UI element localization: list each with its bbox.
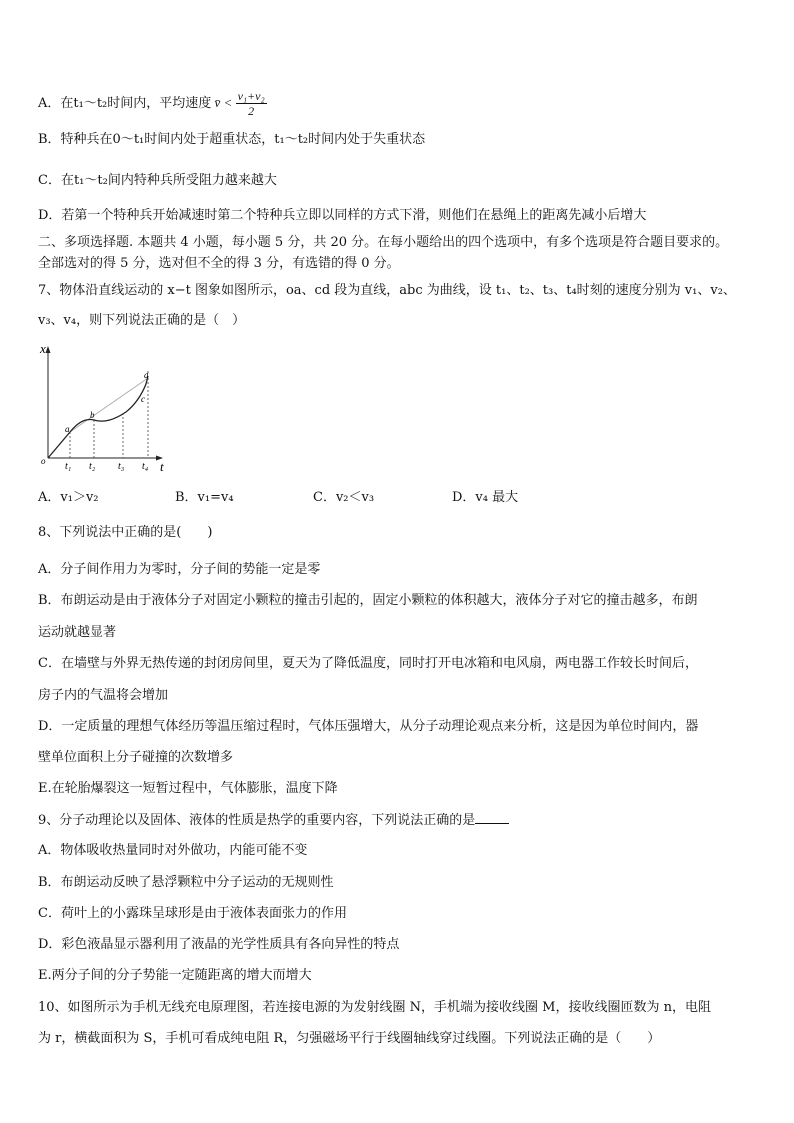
section2-heading: 二、多项选择题. 本题共 4 小题，每小题 5 分，共 20 分。在每小题给出的四个选项中，有多个选项是符合题目要求的。: [38, 235, 729, 250]
q8-option-b-line1: B．布朗运动是由于液体分子对固定小颗粒的撞击引起的，固定小颗粒的体积越大，液体分子对它的撞击越多，布朗: [38, 593, 698, 608]
q7-option-d: D．v₄ 最大: [452, 490, 519, 505]
q6-option-c: C．在t₁～t₂间内特种兵所受阻力越来越大: [38, 173, 277, 188]
q8-option-a: A．分子间作用力为零时，分子间的势能一定是零: [38, 562, 321, 577]
q7-option-c: C．v₂＜v₃: [313, 490, 375, 505]
q8-option-c-line2: 房子内的气温将会增加: [38, 688, 169, 703]
origin-label: o: [41, 456, 46, 466]
q8-option-e: E.在轮胎爆裂这一短暂过程中，气体膨胀，温度下降: [38, 781, 338, 796]
q7-option-b: B．v₁=v₄: [175, 490, 234, 505]
q10-stem-line1: 10、如图所示为手机无线充电原理图，若连接电源的为发射线圈 N，手机端为接收线圈 M，接收线圈匝数为 n，电阻: [38, 1000, 711, 1015]
q9-option-e: E.两分子间的分子势能一定随距离的增大而增大: [38, 968, 312, 983]
tick-label-t4: t₄: [142, 461, 149, 472]
q6-option-a-fraction: [236, 89, 267, 118]
chord-line: [70, 378, 148, 432]
y-axis-label: x: [40, 341, 46, 356]
fraction-numerator: v₁+v₂: [237, 89, 265, 103]
q6-option-a: [38, 89, 267, 118]
q6-option-d: D．若第一个特种兵开始减速时第二个特种兵立即以同样的方式下滑，则他们在悬绳上的距离先减小后增大: [38, 208, 647, 223]
y-axis-arrow-icon: [46, 346, 51, 353]
point-label-a: a: [65, 424, 70, 434]
point-label-d: d: [144, 370, 149, 380]
q7-stem-line2: v₃、v₄，则下列说法正确的是（ ）: [38, 313, 246, 328]
q7-stem-line1: 7、物体沿直线运动的 x−t 图象如图所示，oa、cd 段为直线，abc 为曲线，设 t₁、t₂、t₃、t₄时刻的速度分别为 v₁、v₂、: [38, 283, 736, 298]
section2-scoring: 全部选对的得 5 分，选对但不全的得 3 分，有选错的得 0 分。: [38, 256, 400, 271]
point-label-b: b: [90, 410, 95, 420]
q8-option-b-line2: 运动就越显著: [38, 625, 117, 640]
q9-stem-text: 9、分子动理论以及固体、液体的性质是热学的重要内容，下列说法正确的是: [38, 813, 476, 828]
fraction-denominator: 2: [248, 104, 255, 118]
v-bar-symbol: v̄ <: [211, 95, 236, 110]
q9-option-a: A．物体吸收热量同时对外做功，内能可能不变: [38, 843, 308, 858]
x-axis-label: t: [160, 459, 164, 474]
q9-option-d: D．彩色液晶显示器利用了液晶的光学性质具有各向异性的特点: [38, 937, 400, 952]
q6-option-b: B．特种兵在0～t₁时间内处于超重状态，t₁～t₂时间内处于失重状态: [38, 132, 426, 147]
q7-option-a: A．v₁＞v₂: [38, 490, 99, 505]
q7-xt-graph: [34, 340, 174, 475]
q8-option-d-line1: D．一定质量的理想气体经历等温压缩过程时，气体压强增大，从分子动理论观点来分析，这是因为单位时间内，器: [38, 719, 699, 734]
q6-option-a-text: A．在t₁～t₂时间内，平均速度: [38, 96, 212, 111]
q8-option-d-line2: 壁单位面积上分子碰撞的次数增多: [38, 750, 234, 765]
q10-stem-line2: 为 r，横截面积为 S，手机可看成纯电阻 R，匀强磁场平行于线圈轴线穿过线圈。下列说法正确的是（ ）: [38, 1031, 661, 1046]
q8-option-c-line1: C．在墙壁与外界无热传递的封闭房间里，夏天为了降低温度，同时打开电冰箱和电风扇，两电器工作较长时间后，: [38, 656, 698, 671]
tick-label-t2: t₂: [89, 461, 96, 472]
tick-label-t3: t₃: [118, 461, 125, 472]
q9-option-b: B．布朗运动反映了悬浮颗粒中分子运动的无规则性: [38, 875, 334, 890]
point-label-c: c: [141, 394, 145, 404]
q8-stem: 8、下列说法中正确的是( ): [38, 525, 213, 540]
q9-option-c: C．荷叶上的小露珠呈球形是由于液体表面张力的作用: [38, 906, 347, 921]
q9-stem: [38, 811, 509, 830]
tick-label-t1: t₁: [65, 461, 72, 472]
answer-blank: [475, 811, 509, 824]
